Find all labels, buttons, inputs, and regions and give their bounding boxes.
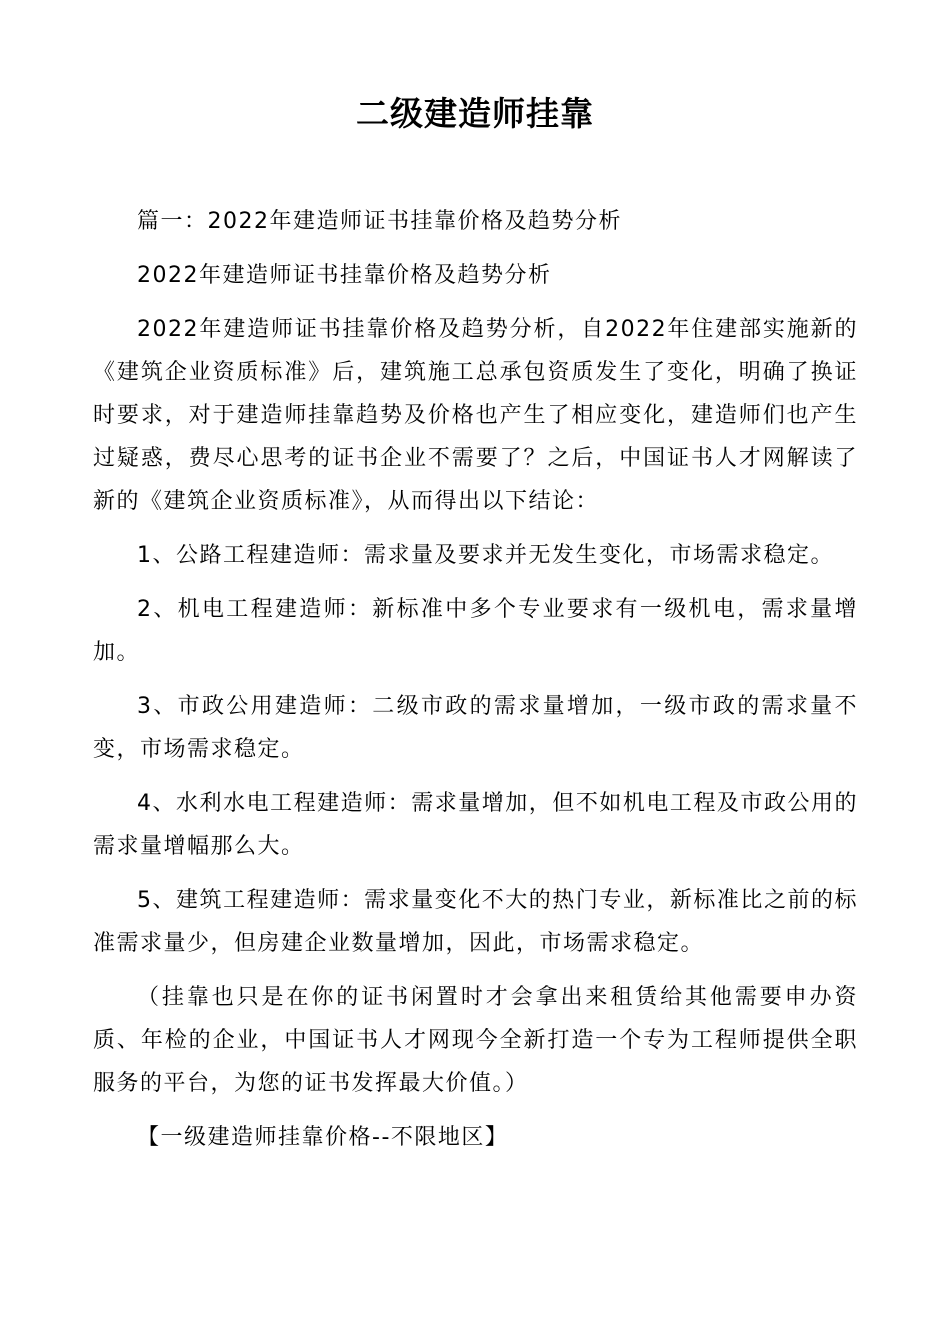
section-heading: 篇一：2022年建造师证书挂靠价格及趋势分析 (137, 209, 622, 234)
conclusion-item-3: 3、市政公用建造师：二级市政的需求量增加，一级市政的需求量不变，市场需求稳定。 (93, 694, 858, 762)
price-section-heading: 【一级建造师挂靠价格--不限地区】 (137, 1125, 509, 1150)
document-title: 二级建造师挂靠 (356, 94, 594, 133)
document-body (93, 200, 858, 1170)
conclusion-item-4: 4、水利水电工程建造师：需求量增加，但不如机电工程及市政公用的需求量增幅那么大。 (93, 791, 858, 859)
conclusion-item-5: 5、建筑工程建造师：需求量变化不大的热门专业，新标准比之前的标准需求量少，但房建企业数量增加，因此，市场需求稳定。 (93, 888, 858, 956)
article-subtitle: 2022年建造师证书挂靠价格及趋势分析 (137, 263, 552, 288)
conclusion-item-1: 1、公路工程建造师：需求量及要求并无发生变化，市场需求稳定。 (137, 543, 834, 568)
conclusion-item-2: 2、机电工程建造师：新标准中多个专业要求有一级机电，需求量增加。 (93, 597, 858, 665)
intro-paragraph: 2022年建造师证书挂靠价格及趋势分析，自2022年住建部实施新的《建筑企业资质标准》后，建筑施工总承包资质发生了变化，明确了换证时要求，对于建造师挂靠趋势及价格也产生了相应变化，建造师们也产生过疑惑，费尽心思考的证书企业不需要了？之后，中国证书人才网解读了新的《建筑企业资质标准》，从而得出以下结论： (93, 317, 858, 514)
note-paragraph: （挂靠也只是在你的证书闲置时才会拿出来租赁给其他需要申办资质、年检的企业，中国证书人才网现今全新打造一个专为工程师提供全职服务的平台，为您的证书发挥最大价值。） (93, 985, 858, 1096)
